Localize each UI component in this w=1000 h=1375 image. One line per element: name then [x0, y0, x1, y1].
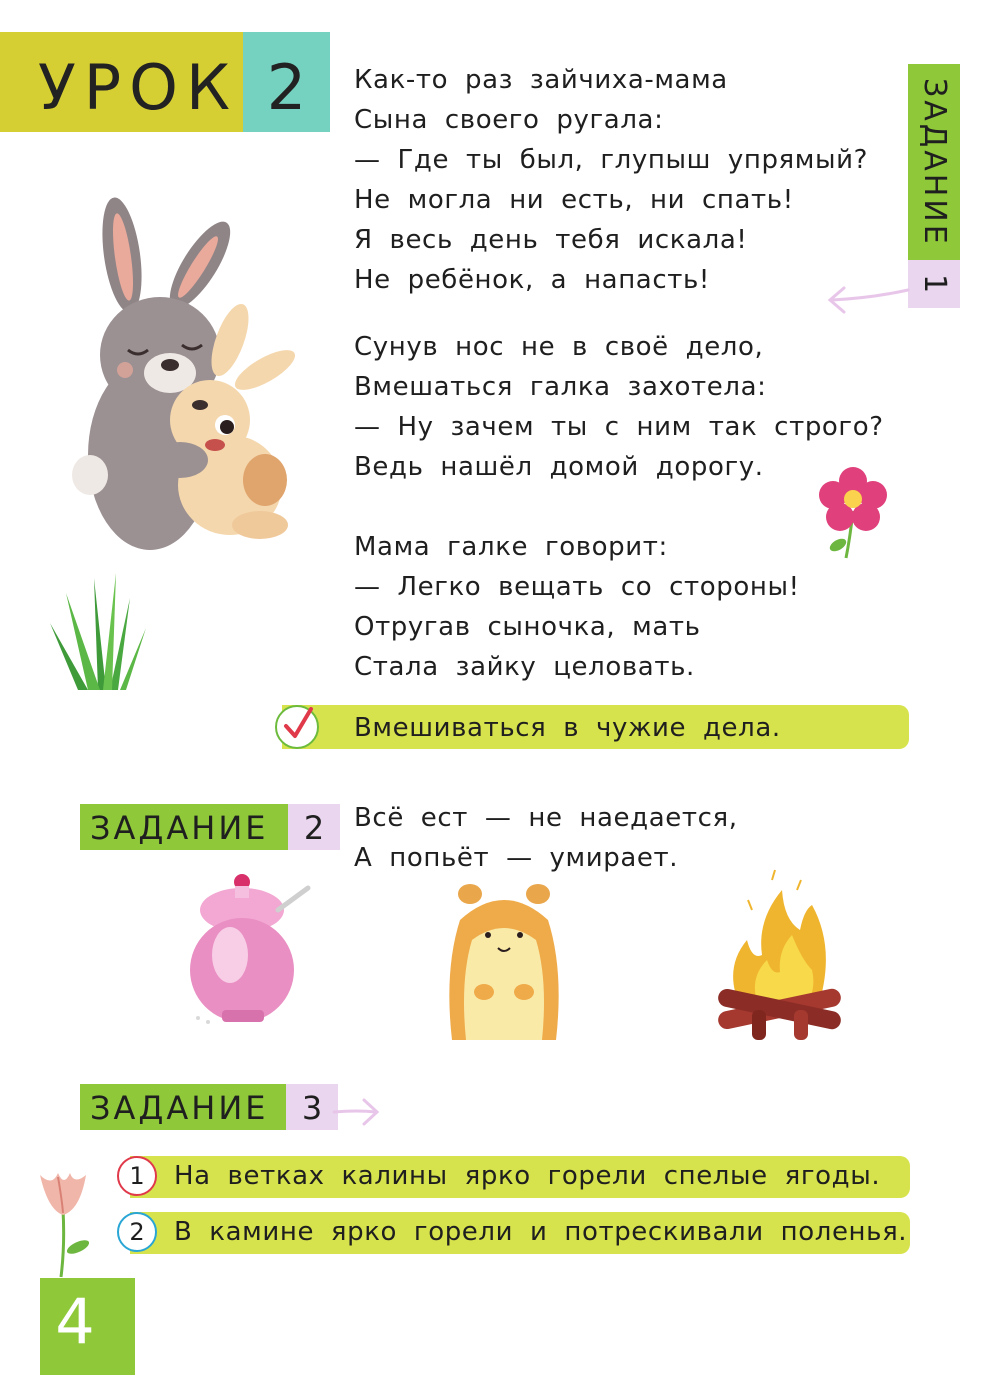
- campfire-icon: [712, 860, 847, 1045]
- task3-label: ЗАДАНИЕ: [80, 1084, 286, 1130]
- task3-header: [80, 1084, 338, 1130]
- sentence-1-number: 1: [129, 1162, 145, 1190]
- poem-line: Не ребёнок, а напасть!: [354, 265, 710, 295]
- flower-icon: [816, 463, 891, 563]
- poem-stanza-3: [354, 527, 800, 687]
- task2-riddle: [354, 798, 738, 878]
- task1-number: 1: [917, 274, 952, 294]
- grass-icon: [48, 568, 148, 693]
- poem-line: Вмешаться галка захотела:: [354, 372, 767, 402]
- poem-line: — Ну зачем ты с ним так строго?: [354, 412, 884, 442]
- sentence-1-number-circle: [117, 1156, 157, 1196]
- sentence-2-number-circle: [117, 1212, 157, 1252]
- tulip-icon: [28, 1165, 98, 1280]
- task2-number: 2: [288, 804, 340, 850]
- poem-line: Я весь день тебя искала!: [354, 225, 748, 255]
- lesson-number: 2: [266, 51, 307, 124]
- poem-line: — Где ты был, глупыш упрямый?: [354, 145, 869, 175]
- task1-label: ЗАДАНИЕ: [917, 77, 952, 247]
- poem-line: Стала зайку целовать.: [354, 652, 695, 682]
- poem-line: — Легко вещать со стороны!: [354, 572, 800, 602]
- riddle-line: Всё ест — не наедается,: [354, 803, 738, 833]
- task2-label: ЗАДАНИЕ: [80, 804, 288, 850]
- poem-line: Сунув нос не в своё дело,: [354, 332, 764, 362]
- poem-stanza-2: [354, 327, 884, 487]
- poem-line: Сына своего ругала:: [354, 105, 664, 135]
- bunny-mother-child-illustration: [70, 195, 300, 560]
- checkmark-icon: [277, 707, 317, 747]
- sentence-2-number: 2: [129, 1218, 145, 1246]
- page-number: 4: [55, 1285, 95, 1358]
- poem-line: Отругав сыночка, мать: [354, 612, 701, 642]
- poem-stanza-1: [354, 60, 868, 300]
- poem-line: Как-то раз зайчиха-мама: [354, 65, 728, 95]
- riddle-line: А попьёт — умирает.: [354, 843, 679, 873]
- task3-sentence-2: В камине ярко горели и потрескивали поленья.: [174, 1217, 908, 1247]
- poem-line: Не могла ни есть, ни спать!: [354, 185, 794, 215]
- poem-line: Ведь нашёл домой дорогу.: [354, 452, 764, 482]
- arrow-right-icon: [332, 1092, 382, 1132]
- sugar-bowl-icon: [180, 870, 320, 1030]
- lesson-title: УРОК: [38, 51, 238, 124]
- check-circle: [275, 705, 319, 749]
- task3-number: 3: [286, 1084, 338, 1130]
- task1-answer: Вмешиваться в чужие дела.: [354, 713, 781, 743]
- task3-sentence-1: На ветках калины ярко горели спелые ягоды.: [174, 1161, 881, 1191]
- poem-line: Мама галке говорит:: [354, 532, 668, 562]
- hamster-icon: [440, 880, 570, 1045]
- arrow-left-icon: [822, 278, 912, 318]
- task2-header: [80, 804, 340, 850]
